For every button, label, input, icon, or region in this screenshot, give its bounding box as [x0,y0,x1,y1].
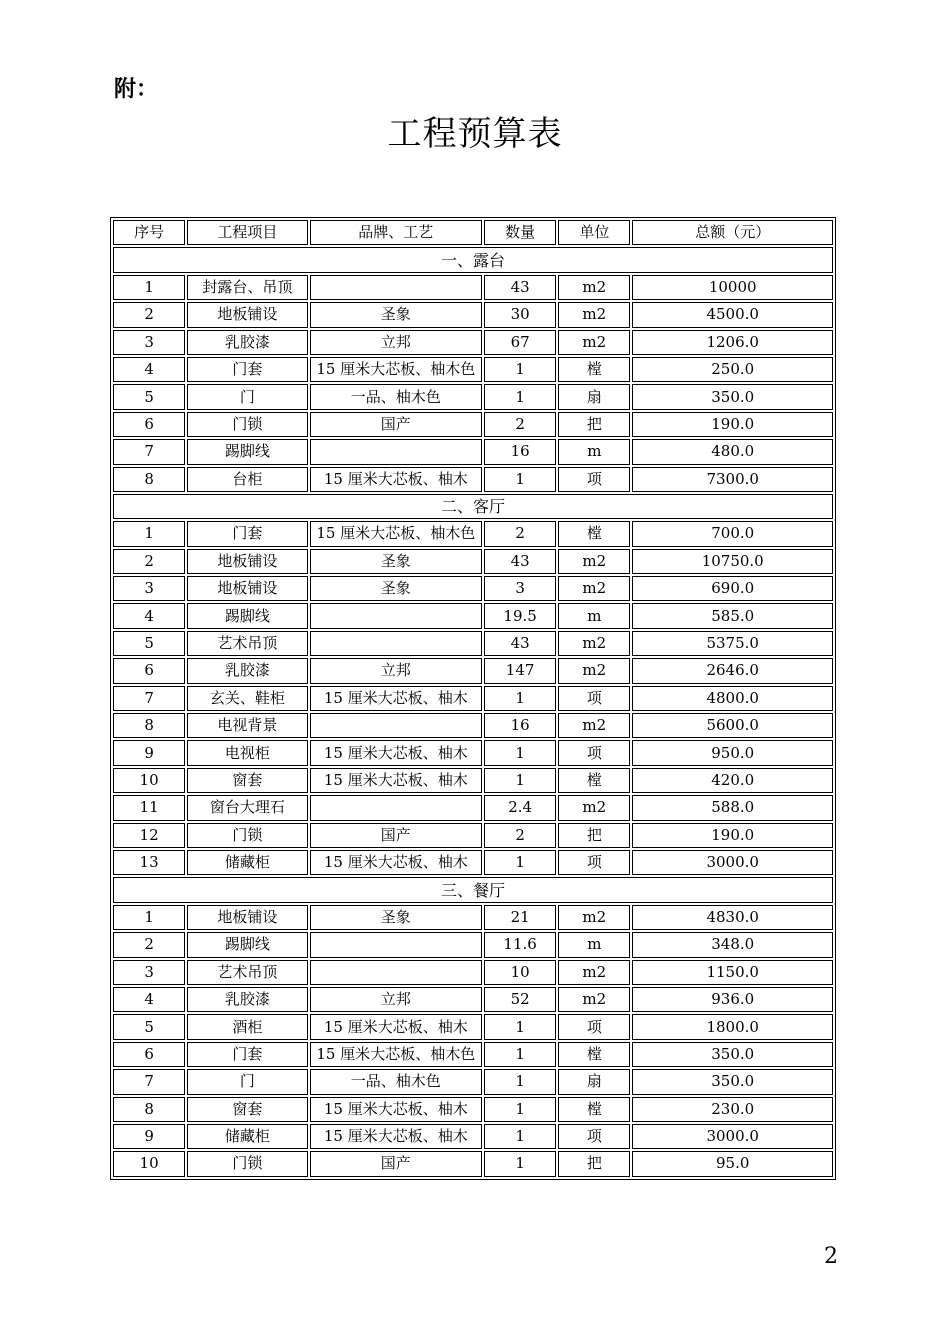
cell-item: 玄关、鞋柜 [187,686,307,711]
cell-brand: 15 厘米大芯板、柚木色 [310,357,482,382]
section-title: 三、餐厅 [113,877,833,902]
cell-item: 门锁 [187,823,307,848]
cell-unit: m2 [558,960,630,985]
table-row [113,960,833,985]
table-row [113,275,833,300]
cell-total: 3000.0 [632,850,833,875]
cell-index: 2 [113,932,185,957]
cell-index: 5 [113,1014,185,1039]
cell-total: 700.0 [632,521,833,546]
header-index: 序号 [113,220,185,245]
cell-index: 3 [113,576,185,601]
cell-brand: 15 厘米大芯板、柚木 [310,1014,482,1039]
cell-quantity: 16 [484,713,556,738]
cell-index: 9 [113,1124,185,1149]
page-number: 2 [824,1244,838,1269]
cell-quantity: 1 [484,357,556,382]
cell-brand: 15 厘米大芯板、柚木 [310,850,482,875]
cell-quantity: 43 [484,549,556,574]
section-title: 一、露台 [113,247,833,272]
cell-unit: m [558,439,630,464]
cell-quantity: 1 [484,1069,556,1094]
cell-total: 1206.0 [632,330,833,355]
cell-item: 门锁 [187,412,307,437]
cell-brand: 立邦 [310,330,482,355]
cell-item: 艺术吊顶 [187,631,307,656]
cell-total: 7300.0 [632,467,833,492]
cell-index: 3 [113,960,185,985]
cell-total: 2646.0 [632,658,833,683]
cell-index: 1 [113,905,185,930]
cell-item: 踢脚线 [187,603,307,628]
cell-brand: 15 厘米大芯板、柚木 [310,467,482,492]
cell-unit: 项 [558,850,630,875]
cell-unit: 项 [558,686,630,711]
cell-item: 储藏柜 [187,850,307,875]
cell-total: 588.0 [632,795,833,820]
cell-total: 250.0 [632,357,833,382]
cell-index: 4 [113,987,185,1012]
cell-brand: 15 厘米大芯板、柚木 [310,686,482,711]
cell-item: 门 [187,384,307,409]
cell-quantity: 1 [484,1014,556,1039]
cell-item: 门套 [187,521,307,546]
cell-unit: m2 [558,302,630,327]
cell-quantity: 43 [484,631,556,656]
cell-unit: 项 [558,1124,630,1149]
table-row [113,768,833,793]
cell-unit: 把 [558,1151,630,1176]
cell-quantity: 1 [484,384,556,409]
section-row [113,247,833,272]
cell-index: 13 [113,850,185,875]
cell-unit: 把 [558,412,630,437]
cell-index: 8 [113,713,185,738]
cell-index: 5 [113,384,185,409]
cell-index: 2 [113,549,185,574]
table-row [113,603,833,628]
cell-brand: 圣象 [310,576,482,601]
cell-index: 6 [113,1042,185,1067]
cell-index: 6 [113,658,185,683]
header-brand: 品牌、工艺 [310,220,482,245]
table-row [113,740,833,765]
cell-index: 8 [113,1097,185,1122]
table-body [113,247,833,1176]
table-row [113,1124,833,1149]
cell-quantity: 1 [484,850,556,875]
cell-brand: 15 厘米大芯板、柚木 [310,1097,482,1122]
table-header-row [113,220,833,245]
table-row [113,1014,833,1039]
table-row [113,1042,833,1067]
cell-unit: 樘 [558,1042,630,1067]
cell-index: 4 [113,603,185,628]
cell-index: 11 [113,795,185,820]
section-row [113,877,833,902]
cell-unit: 扇 [558,1069,630,1094]
cell-total: 950.0 [632,740,833,765]
table-row [113,658,833,683]
cell-index: 10 [113,1151,185,1176]
cell-quantity: 1 [484,686,556,711]
cell-total: 350.0 [632,1042,833,1067]
table-row [113,549,833,574]
cell-total: 690.0 [632,576,833,601]
table-row [113,467,833,492]
cell-quantity: 1 [484,467,556,492]
cell-total: 480.0 [632,439,833,464]
cell-total: 190.0 [632,823,833,848]
cell-unit: m2 [558,905,630,930]
attachment-prefix: 附： [114,77,159,102]
cell-brand: 圣象 [310,549,482,574]
cell-brand: 国产 [310,823,482,848]
cell-quantity: 67 [484,330,556,355]
cell-brand: 国产 [310,1151,482,1176]
cell-item: 电视柜 [187,740,307,765]
cell-quantity: 2 [484,521,556,546]
page-title: 工程预算表 [387,114,563,154]
cell-quantity: 10 [484,960,556,985]
table-row [113,686,833,711]
table-row [113,823,833,848]
cell-item: 门套 [187,1042,307,1067]
cell-item: 地板铺设 [187,302,307,327]
cell-unit: 樘 [558,768,630,793]
cell-brand: 15 厘米大芯板、柚木 [310,1124,482,1149]
cell-total: 10000 [632,275,833,300]
cell-total: 95.0 [632,1151,833,1176]
cell-quantity: 1 [484,1097,556,1122]
cell-brand [310,960,482,985]
cell-quantity: 147 [484,658,556,683]
cell-item: 窗套 [187,768,307,793]
cell-index: 12 [113,823,185,848]
cell-index: 5 [113,631,185,656]
cell-item: 封露台、吊顶 [187,275,307,300]
cell-total: 4500.0 [632,302,833,327]
cell-total: 1150.0 [632,960,833,985]
cell-quantity: 1 [484,1042,556,1067]
table-row [113,987,833,1012]
table-row [113,1097,833,1122]
cell-unit: 项 [558,1014,630,1039]
cell-quantity: 1 [484,1151,556,1176]
cell-quantity: 43 [484,275,556,300]
cell-unit: m2 [558,275,630,300]
cell-unit: 项 [558,467,630,492]
cell-total: 936.0 [632,987,833,1012]
cell-quantity: 1 [484,768,556,793]
cell-unit: m2 [558,795,630,820]
cell-total: 585.0 [632,603,833,628]
cell-brand [310,713,482,738]
cell-unit: 扇 [558,384,630,409]
cell-item: 地板铺设 [187,576,307,601]
cell-item: 门 [187,1069,307,1094]
cell-item: 窗台大理石 [187,795,307,820]
cell-quantity: 19.5 [484,603,556,628]
cell-quantity: 11.6 [484,932,556,957]
cell-index: 7 [113,1069,185,1094]
table-row [113,631,833,656]
cell-total: 4800.0 [632,686,833,711]
cell-brand: 立邦 [310,658,482,683]
cell-unit: m2 [558,576,630,601]
cell-brand [310,439,482,464]
cell-quantity: 52 [484,987,556,1012]
cell-total: 4830.0 [632,905,833,930]
table-row [113,905,833,930]
cell-brand: 15 厘米大芯板、柚木色 [310,521,482,546]
cell-brand: 圣象 [310,302,482,327]
cell-index: 10 [113,768,185,793]
cell-index: 9 [113,740,185,765]
cell-item: 地板铺设 [187,549,307,574]
table-row [113,521,833,546]
cell-item: 酒柜 [187,1014,307,1039]
cell-total: 348.0 [632,932,833,957]
cell-unit: m2 [558,549,630,574]
cell-total: 10750.0 [632,549,833,574]
cell-brand [310,932,482,957]
cell-unit: m2 [558,330,630,355]
cell-total: 5375.0 [632,631,833,656]
header-item: 工程项目 [187,220,307,245]
cell-brand: 圣象 [310,905,482,930]
cell-item: 储藏柜 [187,1124,307,1149]
cell-index: 6 [113,412,185,437]
table-row [113,850,833,875]
cell-quantity: 2.4 [484,795,556,820]
cell-unit: m [558,932,630,957]
cell-total: 3000.0 [632,1124,833,1149]
cell-quantity: 2 [484,823,556,848]
cell-item: 乳胶漆 [187,987,307,1012]
cell-brand: 15 厘米大芯板、柚木 [310,740,482,765]
budget-table [110,217,836,1180]
cell-total: 5600.0 [632,713,833,738]
table-row [113,576,833,601]
table-row [113,412,833,437]
cell-unit: 把 [558,823,630,848]
table-row [113,795,833,820]
cell-quantity: 1 [484,740,556,765]
cell-index: 1 [113,521,185,546]
cell-item: 乳胶漆 [187,658,307,683]
cell-item: 乳胶漆 [187,330,307,355]
table-row [113,713,833,738]
table-row [113,1069,833,1094]
cell-quantity: 30 [484,302,556,327]
cell-total: 190.0 [632,412,833,437]
table-row [113,1151,833,1176]
cell-item: 艺术吊顶 [187,960,307,985]
cell-quantity: 1 [484,1124,556,1149]
cell-unit: m [558,603,630,628]
table-row [113,330,833,355]
table-row [113,932,833,957]
cell-unit: m2 [558,631,630,656]
cell-unit: 樘 [558,1097,630,1122]
cell-brand: 15 厘米大芯板、柚木 [310,768,482,793]
header-total: 总额（元） [632,220,833,245]
cell-total: 350.0 [632,384,833,409]
cell-brand: 国产 [310,412,482,437]
cell-quantity: 2 [484,412,556,437]
cell-item: 踢脚线 [187,932,307,957]
cell-brand: 立邦 [310,987,482,1012]
cell-brand: 一品、柚木色 [310,384,482,409]
cell-quantity: 3 [484,576,556,601]
cell-index: 2 [113,302,185,327]
section-row [113,494,833,519]
cell-item: 踢脚线 [187,439,307,464]
cell-brand [310,275,482,300]
cell-brand [310,795,482,820]
cell-unit: 樘 [558,357,630,382]
header-unit: 单位 [558,220,630,245]
cell-quantity: 16 [484,439,556,464]
cell-item: 门套 [187,357,307,382]
cell-index: 7 [113,686,185,711]
cell-brand [310,603,482,628]
cell-unit: 项 [558,740,630,765]
header-quantity: 数量 [484,220,556,245]
cell-unit: m2 [558,713,630,738]
cell-unit: m2 [558,987,630,1012]
cell-item: 地板铺设 [187,905,307,930]
cell-index: 7 [113,439,185,464]
cell-quantity: 21 [484,905,556,930]
cell-item: 门锁 [187,1151,307,1176]
cell-brand [310,631,482,656]
cell-item: 台柜 [187,467,307,492]
section-title: 二、客厅 [113,494,833,519]
cell-index: 3 [113,330,185,355]
cell-index: 8 [113,467,185,492]
cell-total: 1800.0 [632,1014,833,1039]
cell-unit: m2 [558,658,630,683]
table-row [113,357,833,382]
table-row [113,302,833,327]
cell-item: 窗套 [187,1097,307,1122]
table-row [113,439,833,464]
cell-brand: 一品、柚木色 [310,1069,482,1094]
cell-index: 4 [113,357,185,382]
cell-index: 1 [113,275,185,300]
cell-total: 420.0 [632,768,833,793]
cell-total: 350.0 [632,1069,833,1094]
cell-unit: 樘 [558,521,630,546]
cell-total: 230.0 [632,1097,833,1122]
cell-brand: 15 厘米大芯板、柚木色 [310,1042,482,1067]
cell-item: 电视背景 [187,713,307,738]
table-row [113,384,833,409]
